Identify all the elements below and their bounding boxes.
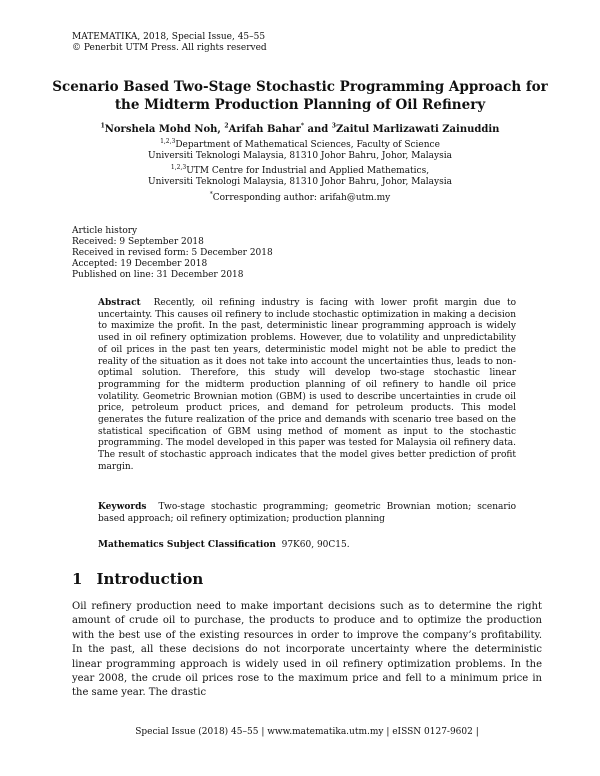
affiliation-2-marker: 1,2,3 [170, 164, 187, 171]
abstract-text: Recently, oil refining industry is facing with lower profit margin due to uncertainty. This causes oil refinery to include stochastic optimization in making a decision to maximize the profit. In the past, deterministic linear programming approach is widely used in oil refinery optimization problems. However, due to volatility and unpredictability of oil prices in the past ten years, deterministic model might not be able to predict the reality of the situation as it does not take into account the uncertainties thus, leads to non-optimal solution. Therefore, this study will develop two-stage stochastic linear programming for the midterm production planning of oil refinery to handle oil price volatility. Geometric Brownian motion (GBM) is used to describe uncertainties in crude oil price, petroleum product prices, and demand for petroleum products. This model generates the future realization of the price and demands with scenario tree based on the statistical specification of GBM using method of moment as input to the stochastic programming. The model developed in this paper was tested for Malaysia oil refinery data. The result of stochastic approach indicates that the model gives better prediction of profit margin. [98, 298, 516, 472]
history-accepted: Accepted: 19 December 2018 [72, 259, 208, 269]
history-revised: Received in revised form: 5 December 2018 [72, 248, 273, 258]
keywords-label: Keywords [98, 502, 147, 512]
author-3-marker: 3 [331, 122, 336, 130]
abstract-label: Abstract [98, 298, 141, 308]
corresponding-marker: * [209, 191, 213, 198]
author-2-marker: 2 [224, 122, 229, 130]
abstract [98, 298, 516, 474]
copyright-notice: © Penerbit UTM Press. All rights reserved [72, 43, 267, 53]
title-line-1: Scenario Based Two-Stage Stochastic Programming Approach for [52, 79, 548, 95]
affiliation-1-line-1: Department of Mathematical Sciences, Faculty of Science [175, 140, 440, 150]
msc-codes: 97K60, 90C15. [281, 540, 350, 550]
paper-title [40, 78, 560, 114]
introduction-paragraph: Oil refinery production need to make important decisions such as to determine the right amount of crude oil to purchase, the products to produce and to optimize the production with the best use of the existing resources in order to improve the company’s profitability. In the past, all these decisions do not incorporate uncertainty where the deterministic linear programming approach is widely used in oil refinery optimization problems. In the year 2008, the crude oil prices rose to the maximum price and fell to a minimum price in the same year. The drastic [72, 601, 542, 699]
affiliation-2 [40, 166, 560, 188]
author-list [40, 124, 560, 135]
journal-citation: MATEMATIKA, 2018, Special Issue, 45–55 [72, 32, 266, 42]
corresponding-email: Corresponding author: arifah@utm.my [212, 193, 391, 203]
affiliation-2-line-2: Universiti Teknologi Malaysia, 81310 Johor Bahru, Johor, Malaysia [148, 177, 452, 187]
section-number: 1 [72, 570, 83, 588]
history-published: Published on line: 31 December 2018 [72, 270, 244, 280]
section-title: Introduction [96, 570, 204, 588]
history-received: Received: 9 September 2018 [72, 237, 204, 247]
msc-label: Mathematics Subject Classification [98, 540, 276, 550]
affiliation-1-line-2: Universiti Teknologi Malaysia, 81310 Johor Bahru, Johor, Malaysia [148, 151, 452, 161]
author-3-name: Zaitul Marlizawati Zainuddin [335, 124, 500, 135]
author-2-name: Arifah Bahar [228, 124, 301, 135]
author-1-marker: 1 [100, 122, 105, 130]
corresponding-author [40, 193, 560, 204]
page-footer: Special Issue (2018) 45–55 | www.matematika.utm.my | eISSN 0127-9602 | [135, 727, 479, 737]
history-heading: Article history [72, 226, 138, 236]
subject-classification [98, 540, 516, 552]
affiliation-1 [40, 140, 560, 162]
section-heading [72, 570, 203, 588]
keywords-text: Two-stage stochastic programming; geometric Brownian motion; scenario based approach; oil refinery optimization; production planning [98, 502, 516, 524]
title-line-2: the Midterm Production Planning of Oil Refinery [114, 97, 486, 113]
keywords [98, 502, 516, 525]
affiliation-2-line-1: UTM Centre for Industrial and Applied Mathematics, [186, 166, 430, 176]
author-and: and [304, 124, 332, 135]
corresponding-star: * [300, 122, 305, 130]
affiliation-1-marker: 1,2,3 [160, 138, 176, 145]
author-1-name: Norshela Mohd Noh, [104, 124, 225, 135]
article-history [72, 226, 273, 281]
